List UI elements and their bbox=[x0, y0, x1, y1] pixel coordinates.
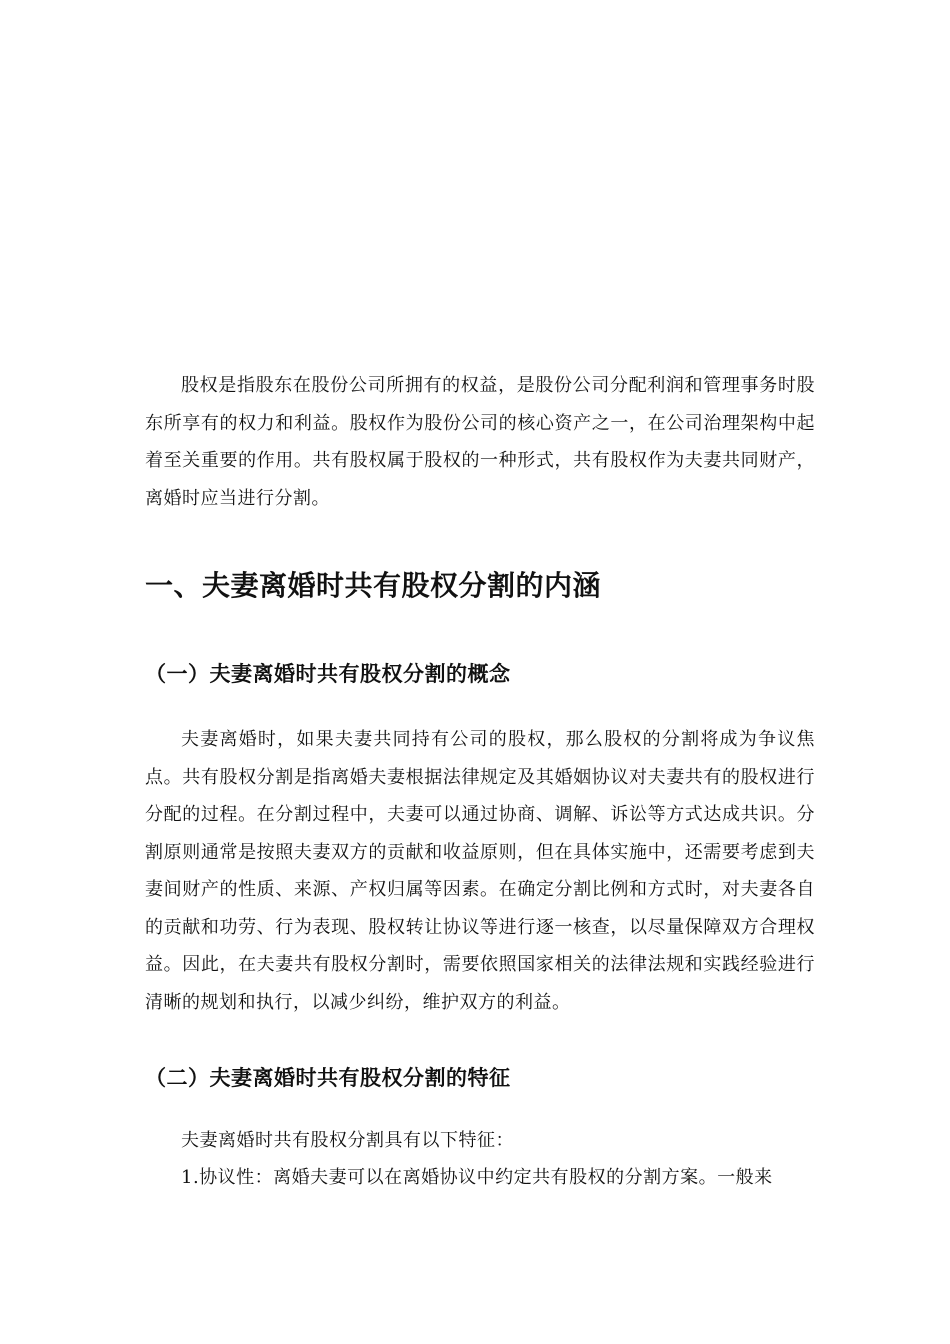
concept-paragraph: 夫妻离婚时，如果夫妻共同持有公司的股权，那么股权的分割将成为争议焦点。共有股权分割是指离婚夫妻根据法律规定及其婚姻协议对夫妻共有的股权进行分配的过程。在分割过程中，夫妻可以通过协商、调解、诉讼等方式达成共识。分割原则通常是按照夫妻双方的贡献和收益原则，但在具体实施中，还需要考虑到夫妻间财产的性质、来源、产权归属等因素。在确定分割比例和方式时，对夫妻各自的贡献和功劳、行为表现、股权转让协议等进行逐一核查，以尽量保障双方合理权益。因此，在夫妻共有股权分割时，需要依照国家相关的法律法规和实践经验进行清晰的规划和执行，以减少纠纷，维护双方的利益。 bbox=[145, 729, 815, 1013]
section-heading: 一、夫妻离婚时共有股权分割的内涵 bbox=[145, 569, 602, 602]
subsection-heading-features: （二）夫妻离婚时共有股权分割的特征 bbox=[145, 1066, 511, 1090]
features-lead-text: 夫妻离婚时共有股权分割具有以下特征： bbox=[181, 1130, 514, 1151]
subsection-heading-concept: （一）夫妻离婚时共有股权分割的概念 bbox=[145, 662, 511, 686]
feature-item-1: 1.协议性：离婚夫妻可以在离婚协议中约定共有股权的分割方案。一般来 bbox=[181, 1167, 773, 1188]
intro-paragraph: 股权是指股东在股份公司所拥有的权益，是股份公司分配利润和管理事务时股东所享有的权力和利益。股权作为股份公司的核心资产之一，在公司治理架构中起着至关重要的作用。共有股权属于股权的一种形式，共有股权作为夫妻共同财产，离婚时应当进行分割。 bbox=[145, 375, 815, 509]
